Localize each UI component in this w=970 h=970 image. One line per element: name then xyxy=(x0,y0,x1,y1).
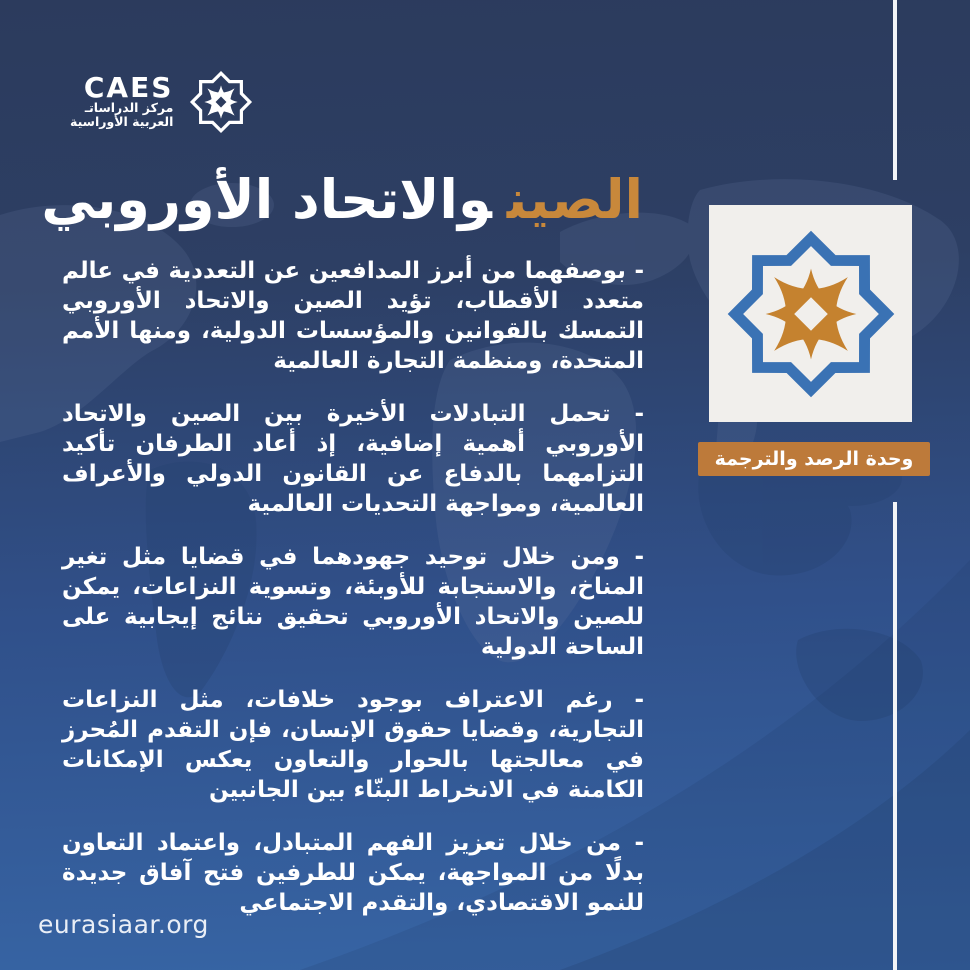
title-rest: والاتحاد الأوروبي xyxy=(41,168,492,231)
vertical-divider-line-top xyxy=(893,0,897,180)
paragraph: - تحمل التبادلات الأخيرة بين الصين والاتحاد الأوروبي أهمية إضافية، إذ أعاد الطرفان تأكيد التزامهما بالدفاع عن القانون الدولي والأعراف العالمية، ومواجهة التحديات العالمية xyxy=(62,401,644,517)
page-title xyxy=(41,166,643,234)
unit-logo-card xyxy=(709,205,912,422)
brand-text-block xyxy=(70,70,174,130)
vertical-divider-line-bottom xyxy=(893,502,897,970)
brand-tagline-line2: العربية الأوراسية xyxy=(70,114,174,129)
paragraph: - رغم الاعتراف بوجود خلافات، مثل النزاعات التجارية، وقضايا حقوق الإنسان، فإن التقدم المُحرز في معالجتها بالحوار والتعاون يعكس الإمكانات الكامنة في الانخراط البنّاء بين الجانبين xyxy=(62,687,644,803)
brand-name: CAES xyxy=(83,70,174,104)
brand-tagline-line1: مركز الدراساتـ xyxy=(84,99,174,115)
paragraph: - بوصفهما من أبرز المدافعين عن التعددية في عالم متعدد الأقطاب، تؤيد الصين والاتحاد الأوروبي التمسك بالقوانين والمؤسسات الدولية، ومنها الأمم المتحدة، ومنظمة التجارة العالمية xyxy=(62,258,644,374)
unit-badge: وحدة الرصد والترجمة xyxy=(698,442,930,476)
title-highlight: الصين xyxy=(506,168,643,231)
unit-octagram-star-icon xyxy=(727,230,895,398)
brand-logo xyxy=(70,70,253,134)
paragraph: - ومن خلال توحيد جهودهما في قضايا مثل تغير المناخ، والاستجابة للأوبئة، وتسوية النزاعات، يمكن للصين والاتحاد الأوروبي تحقيق نتائج إيجابية على الساحة الدولية xyxy=(62,544,644,660)
article-body xyxy=(62,256,644,918)
brand-octagram-star-icon xyxy=(189,70,253,134)
website-url: eurasiaar.org xyxy=(38,910,209,939)
paragraph: - من خلال تعزيز الفهم المتبادل، واعتماد التعاون بدلًا من المواجهة، يمكن للطرفين فتح آفاق جديدة للنمو الاقتصادي، والتقدم الاجتماعي xyxy=(62,830,644,916)
